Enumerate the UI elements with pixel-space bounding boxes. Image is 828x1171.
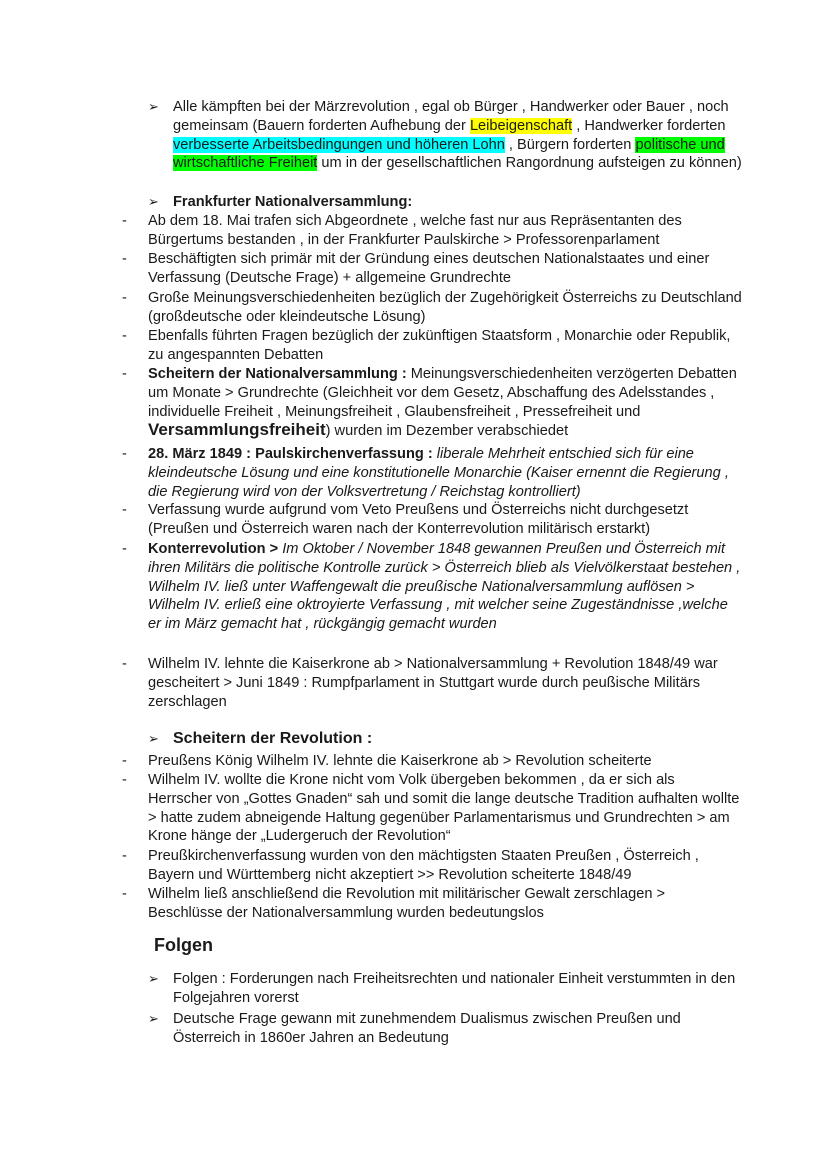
highlight-freiheit: politische und wirtschaftliche Freiheit bbox=[173, 136, 725, 172]
frankfurt-heading: Frankfurter Nationalversammlung: bbox=[173, 194, 413, 210]
list-item bbox=[122, 212, 742, 250]
folgen-text: Deutsche Frage gewann mit zunehmendem Dualismus zwischen Preußen und Österreich in 1860er Jahren an Bedeutung bbox=[173, 1011, 681, 1046]
arrow-bullet-icon: ➢ bbox=[148, 1011, 159, 1026]
list-item bbox=[122, 655, 742, 711]
dash-bullet-icon: - bbox=[122, 366, 127, 382]
intro-bullet bbox=[148, 98, 748, 173]
konterrevolution-text: Im Oktober / November 1848 gewannen Preußen und Österreich mit ihren Militärs die politische Kontrolle zurück > Österreich blieb als Vielvölkerstaat bestehen , Wilhelm IV. ließ unter Waffengewalt die preußische Nationalversammlung auflösen > Wilhelm IV. erließ eine oktroyierte Verfassung , mit welcher seine Zugeständnisse ,welche er im März gemacht hat , rückgängig gemacht wurden bbox=[148, 541, 741, 633]
folgen-heading: Folgen bbox=[154, 935, 213, 955]
highlight-arbeitsbedingungen: verbesserte Arbeitsbedingungen und höheren Lohn bbox=[173, 136, 505, 153]
list-item bbox=[122, 365, 742, 441]
intro-part-3: , Bürgern forderten bbox=[504, 136, 636, 153]
list-item-text: Große Meinungsverschiedenheiten bezüglich der Zugehörigkeit Österreichs zu Deutschland (großdeutsche oder kleindeutsche Lösung) bbox=[148, 290, 742, 325]
frankfurt-heading-block bbox=[148, 193, 748, 212]
intro-part-1: Alle kämpften bei der Märzrevolution , egal ob Bürger , Handwerker oder Bauer , noch gemeinsam (Bauern forderten Aufhebung der bbox=[173, 99, 729, 134]
dash-bullet-icon: - bbox=[122, 446, 127, 462]
list-item bbox=[122, 445, 742, 501]
konterrevolution-label: Konterrevolution > bbox=[148, 541, 279, 557]
intro-part-4: um in der gesellschaftlichen Rangordnung aufsteigen zu können) bbox=[317, 155, 742, 172]
folgen-text: Folgen : Forderungen nach Freiheitsrechten und nationaler Einheit verstummten in den Folgejahren vorerst bbox=[173, 971, 736, 1006]
dash-bullet-icon: - bbox=[122, 290, 127, 306]
list-item-text: Wilhelm IV. lehnte die Kaiserkrone ab > Nationalversammlung + Revolution 1848/49 war gescheitert > Juni 1849 : Rumpfparlament in Stuttgart wurde durch peußische Militärs zerschlagen bbox=[148, 656, 718, 710]
intro-text bbox=[173, 98, 748, 173]
scheitern-nv-label: Scheitern der Nationalversammlung : bbox=[148, 366, 407, 382]
highlight-leibeigenschaft: Leibeigenschaft bbox=[469, 117, 573, 134]
list-item bbox=[122, 771, 742, 846]
dash-bullet-icon: - bbox=[122, 502, 127, 518]
list-item bbox=[122, 289, 742, 327]
arrow-bullet-icon: ➢ bbox=[148, 194, 159, 209]
list-item-text bbox=[148, 540, 742, 634]
list-item-text bbox=[148, 445, 742, 501]
list-item bbox=[122, 540, 742, 634]
folgen-bullet bbox=[148, 1010, 748, 1048]
list-item-text: Beschäftigten sich primär mit der Gründung eines deutschen Nationalstaates und einer Verfassung (Deutsche Frage) + allgemeine Grundrechte bbox=[148, 251, 710, 286]
list-item bbox=[122, 885, 742, 923]
list-item-text: Wilhelm IV. wollte die Krone nicht vom Volk übergeben bekommen , da er sich als Herrscher von „Gottes Gnaden“ sah und somit die lange deutsche Tradition aufhalten wollte > hatte zudem abneigende Haltung gegenüber Parlamentarismus und Grundrechten > am Krone hänge der „Ludergeruch der Revolution“ bbox=[148, 772, 740, 845]
list-item-text bbox=[148, 365, 742, 441]
list-item bbox=[122, 327, 742, 365]
dash-bullet-icon: - bbox=[122, 848, 127, 864]
dash-bullet-icon: - bbox=[122, 213, 127, 229]
dash-bullet-icon: - bbox=[122, 328, 127, 344]
scheitern-nv-text: Meinungsverschiedenheiten verzögerten Debatten um Monate > Grundrechte (Gleichheit vor dem Gesetz, Abschaffung des Adelsstandes , individuelle Freiheit , Meinungsfreiheit , Glaubensfreiheit , Pressefreiheit und bbox=[148, 366, 737, 420]
scheitern-heading: Scheitern der Revolution : bbox=[173, 730, 373, 747]
list-item-text: Verfassung wurde aufgrund vom Veto Preußens und Österreichs nicht durchgesetzt (Preußen und Österreich waren nach der Konterrevolution militärisch erstarkt) bbox=[148, 502, 689, 537]
list-item-text: Preußens König Wilhelm IV. lehnte die Kaiserkrone ab > Revolution scheiterte bbox=[148, 753, 652, 769]
folgen-bullet bbox=[148, 970, 748, 1008]
dash-bullet-icon: - bbox=[122, 886, 127, 902]
list-item bbox=[122, 847, 742, 885]
list-item-text: Ab dem 18. Mai trafen sich Abgeordnete , welche fast nur aus Repräsentanten des Bürgertums bestanden , in der Frankfurter Paulskirche > Professorenparlament bbox=[148, 213, 682, 248]
list-item-text: Wilhelm ließ anschließend die Revolution mit militärischer Gewalt zerschlagen > Beschlüsse der Nationalversammlung wurden bedeutungslos bbox=[148, 886, 666, 921]
paulskirchenverfassung-text: liberale Mehrheit entschied sich für eine kleindeutsche Lösung und eine konstitutionelle Monarchie (Kaiser ernennt die Regierung , die Regierung wird von der Volksvertretung / Reichstag kontrolliert) bbox=[148, 446, 729, 500]
scheitern-nv-end: ) wurden im Dezember verabschiedet bbox=[325, 423, 569, 440]
list-item-text: Preußkirchenverfassung wurden von den mächtigsten Staaten Preußen , Österreich , Bayern und Württemberg nicht akzeptiert >> Revolution scheiterte 1848/49 bbox=[148, 848, 699, 883]
arrow-bullet-icon: ➢ bbox=[148, 99, 159, 114]
intro-part-2: , Handwerker forderten bbox=[572, 117, 726, 134]
list-item bbox=[122, 501, 742, 539]
paulskirchenverfassung-label: 28. März 1849 : Paulskirchenverfassung : bbox=[148, 446, 433, 462]
list-item-text: Ebenfalls führten Fragen bezüglich der zukünftigen Staatsform , Monarchie oder Republik, zu angespannten Debatten bbox=[148, 328, 731, 363]
list-item bbox=[122, 250, 742, 288]
dash-bullet-icon: - bbox=[122, 541, 127, 557]
dash-bullet-icon: - bbox=[122, 772, 127, 788]
arrow-bullet-icon: ➢ bbox=[148, 731, 159, 746]
list-item bbox=[122, 752, 742, 771]
dash-bullet-icon: - bbox=[122, 753, 127, 769]
dash-bullet-icon: - bbox=[122, 656, 127, 672]
scheitern-heading-block bbox=[148, 730, 748, 749]
dash-bullet-icon: - bbox=[122, 251, 127, 267]
arrow-bullet-icon: ➢ bbox=[148, 971, 159, 986]
versammlungsfreiheit-emphasis: Versammlungsfreiheit bbox=[148, 420, 326, 440]
